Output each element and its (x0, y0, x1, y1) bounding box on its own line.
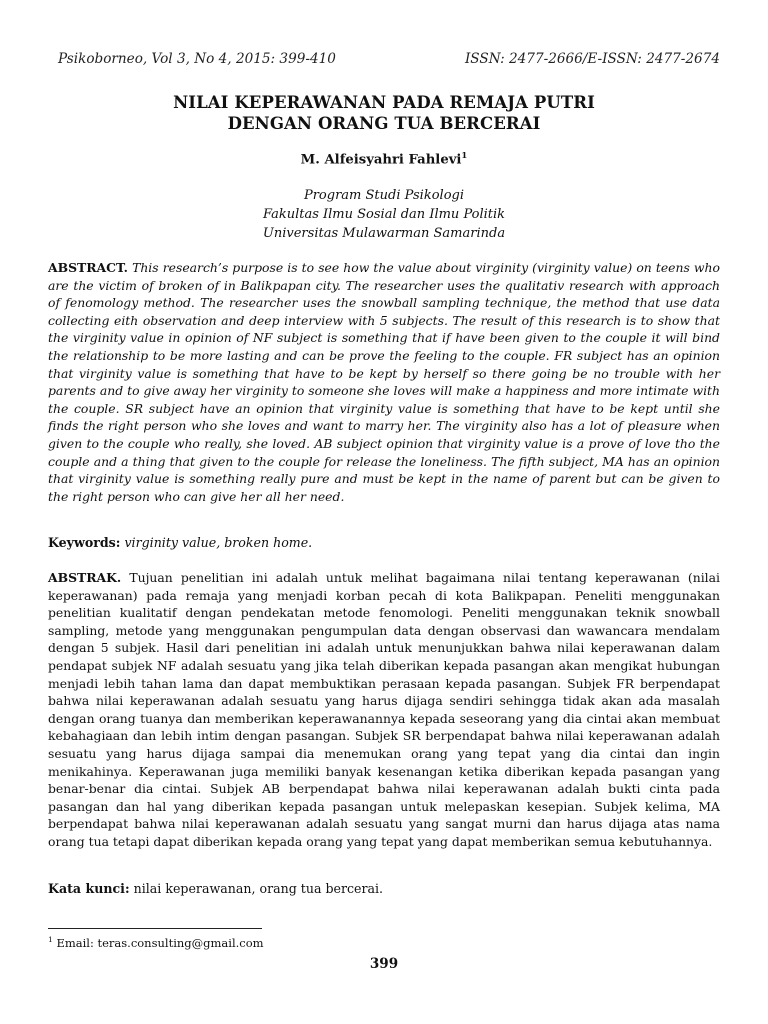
keywords-label: Keywords: (48, 535, 121, 550)
paper-title (48, 92, 720, 134)
affiliation-line-2: Fakultas Ilmu Sosial dan Ilmu Politik (262, 207, 506, 222)
abstract-label: ABSTRACT. (48, 260, 128, 275)
footnote-email: Email: teras.consulting@gmail.com (56, 935, 264, 950)
author (48, 151, 720, 167)
abstract-text: This research’s purpose is to see how the value about virginity (virginity value) on teens who are the victim of broken of in Balikpapan city. The researcher uses the qualitativ research with approach of fenomology method. The researcher uses the snowball sampling technique, the method that use data collecting eith observation and deep interview with 5 subjects. The result of this research is to show that the virginity value in opinion of NF subject is something that if have been given to the couple it will bind the relationship to be more lasting and can be prove the feeling to the couple. FR subject has an opinion that virginity value is something that have to be kept by herself so there going be no trouble with her parents and to give away her virginity to someone she loves will make a happiness and more intimate with the couple. SR subject have an opinion that virginity value is something that have to be kept until she finds the right person who she loves and want to marry her. The virginity also has a lot of pleasure when given to the couple who really, she loved. AB subject opinion that virginity value is a prove of love tho the couple and a thing that given to the couple for release the loneliness. The fifth subject, MA has an opinion that virginity value is something really pure and must be kept in the name of parent but can be given to the right person who can give her all her need. (48, 260, 720, 504)
affiliation-line-1: Program Studi Psikologi (303, 188, 465, 203)
footnote (48, 935, 264, 950)
keywords (48, 534, 720, 552)
author-footnote-marker: 1 (461, 151, 468, 161)
kata-kunci-value: nilai keperawanan, orang tua bercerai. (133, 881, 384, 896)
kata-kunci-label: Kata kunci: (48, 881, 130, 896)
author-name: M. Alfeisyahri Fahlevi (300, 152, 462, 168)
title-line-1: NILAI KEPERAWANAN PADA REMAJA PUTRI (173, 93, 595, 112)
affiliation (48, 186, 720, 243)
affiliation-line-3: Universitas Mulawarman Samarinda (262, 226, 506, 241)
page-number: 399 (369, 956, 399, 972)
abstract-indonesian (48, 569, 720, 851)
keywords-value: virginity value, broken home. (124, 535, 313, 550)
abstract-english (48, 259, 720, 505)
paper-page (48, 0, 720, 1024)
abstrak-label: ABSTRAK. (48, 570, 122, 585)
journal-citation: Psikoborneo, Vol 3, No 4, 2015: 399-410 (58, 51, 336, 67)
title-line-2: DENGAN ORANG TUA BERCERAI (227, 114, 541, 133)
issn: ISSN: 2477-2666/E-ISSN: 2477-2674 (464, 51, 720, 67)
kata-kunci (48, 880, 720, 898)
footnote-marker: 1 (48, 935, 53, 944)
abstrak-text: Tujuan penelitian ini adalah untuk melihat bagaimana nilai tentang keperawanan (nilai keperawanan) pada remaja yang menjadi korban pecah di kota Balikpapan. Peneliti menggunakan penelitian kualitatif dengan pendekatan metode fenomologi. Peneliti menggunakan teknik snowball sampling, metode yang menggunakan pengumpulan data dengan observasi dan wawancara mendalam dengan 5 subjek. Hasil dari penelitian ini adalah untuk menunjukkan bahwa nilai keperawanan dalam pendapat subjek NF adalah sesuatu yang jika telah diberikan kepada pasangan akan mengikat hubungan menjadi lebih tahan lama dan dapat membuktikan perasaan kepada pasangan. Subjek FR berpendapat bahwa nilai keperawanan adalah sesuatu yang harus dijaga sendiri sehingga tidak akan ada masalah dengan orang tuanya dan memberikan keperawanannya kepada seseorang yang dia cintai akan membuat kebahagiaan dan lebih intim dengan pasangan. Subjek SR berpendapat bahwa nilai keperawanan adalah sesuatu yang harus dijaga sampai dia menemukan orang yang tepat yang dia cintai dan ingin menikahinya. Keperawanan juga memiliki banyak kesenangan ketika diberikan kepada pasangan yang benar-benar dia cintai. Subjek AB berpendapat bahwa nilai keperawanan adalah bukti cinta pada pasangan dan hal yang diberikan kepada pasangan untuk melepaskan kesepian. Subjek kelima, MA berpendapat bahwa nilai keperawanan adalah sesuatu yang sangat murni dan harus dijaga atas nama orang tua tetapi dapat diberikan kepada orang yang tepat yang dapat memberikan semua kebutuhannya. (48, 570, 720, 849)
footnote-divider (48, 928, 262, 929)
